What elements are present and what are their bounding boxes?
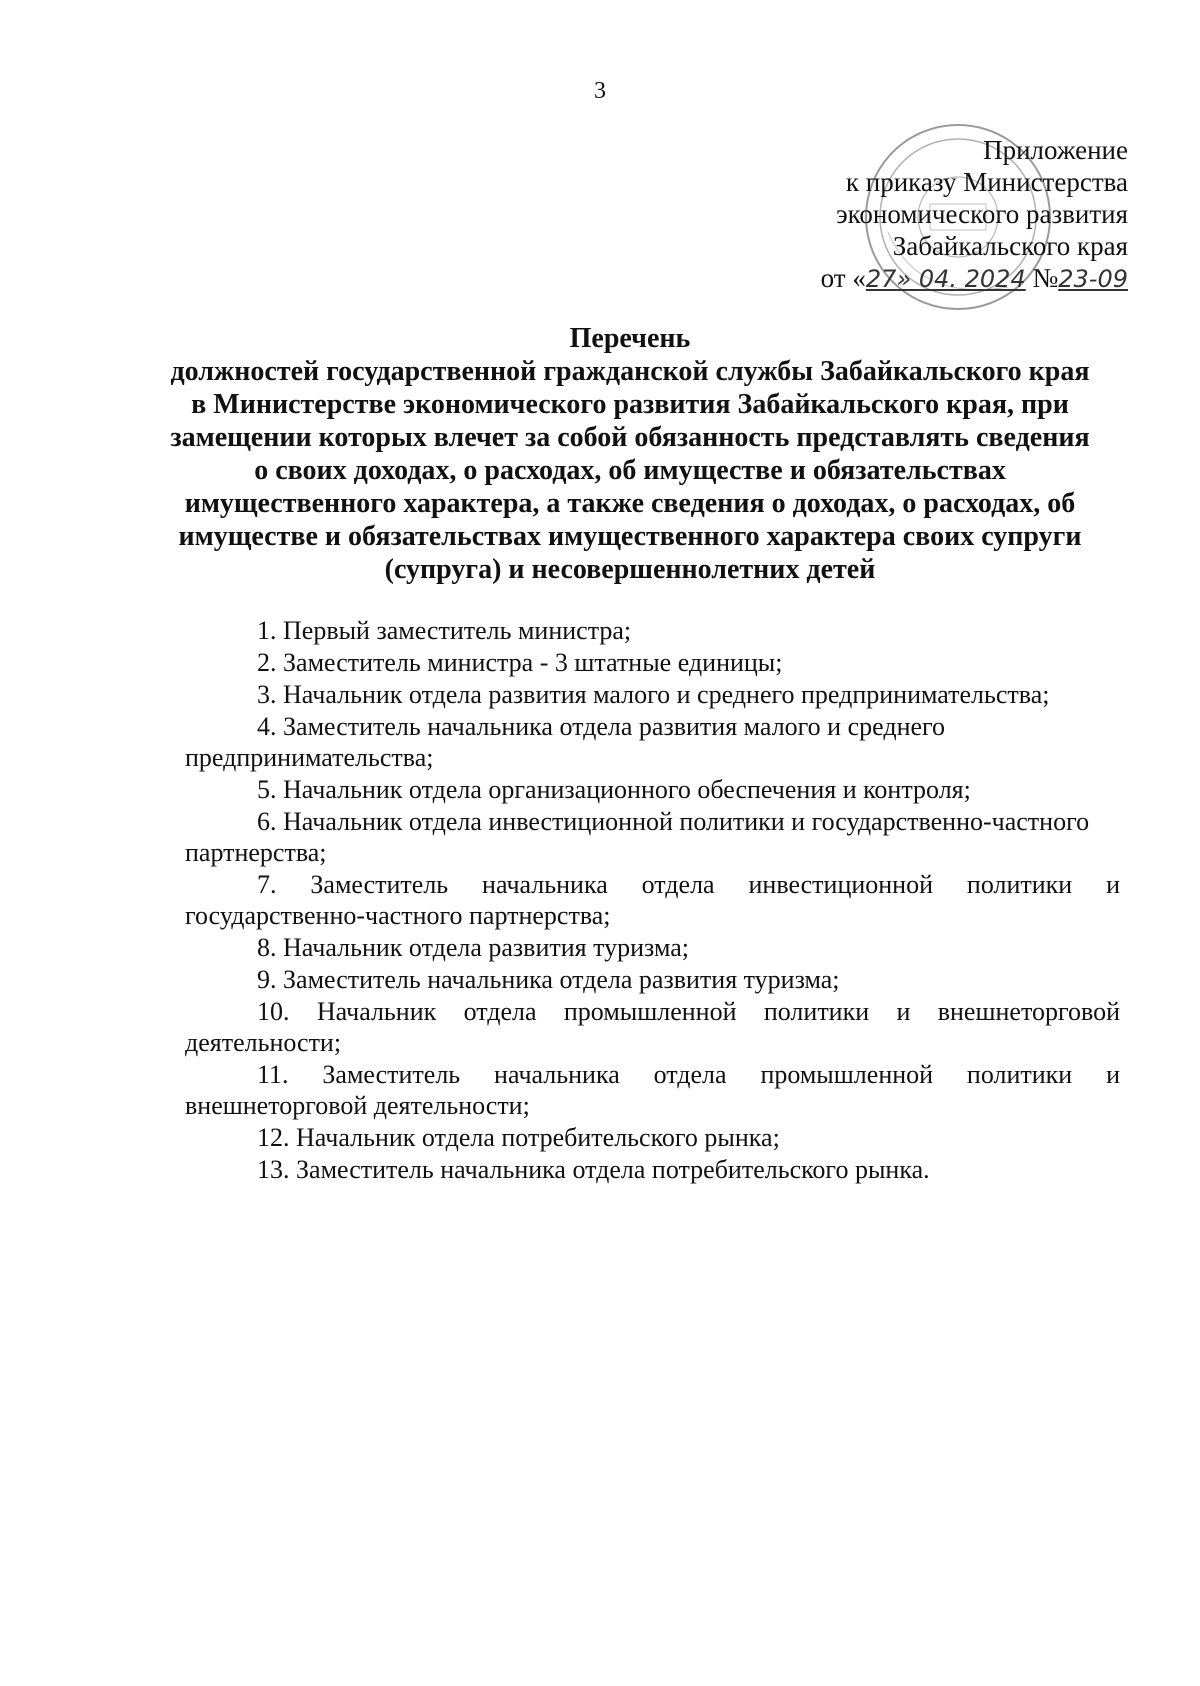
list-item: 4. Заместитель начальника отдела развития малого и среднего предпринимательства; [185,712,946,772]
list-item: 11. Заместитель начальника отдела промышленной политики и внешнеторговой деятельности; [185,1060,1120,1120]
title-heading: Перечень [569,323,691,354]
title-line-3: замещении которых влечет за собой обязанность представлять сведения [170,422,1090,453]
list-item: 3. Начальник отдела развития малого и среднего предпринимательства; [257,680,1050,709]
list-item: 5. Начальник отдела организационного обеспечения и контроля; [257,775,971,804]
list-item: 12. Начальник отдела потребительского рынка; [257,1123,780,1152]
title-line-5: имущественного характера, а также сведения о доходах, о расходах, об [184,488,1076,519]
list-item: 13. Заместитель начальника отдела потребительского рынка. [257,1155,930,1184]
date-prefix: от « [820,263,866,293]
appendix-header [688,134,1128,295]
title-line-4: о своих доходах, о расходах, об имуществе и обязательствах [254,455,1006,486]
number-sign: № [1032,263,1059,293]
appendix-ministry-line: экономического развития [836,199,1128,229]
positions-list [185,615,1120,1186]
list-item: 1. Первый заместитель министра; [257,616,632,645]
date-day: 27 [865,265,897,293]
title-line-2: в Министерстве экономического развития Забайкальского края, при [191,389,1069,420]
appendix-title: Приложение [983,135,1128,165]
title-line-1: должностей государственной гражданской службы Забайкальского края [170,356,1090,387]
list-item: 10. Начальник отдела промышленной политики и внешнеторговой деятельности; [185,997,1120,1057]
list-item: 7. Заместитель начальника отдела инвестиционной политики и государственно-частного партнерства; [185,870,1120,930]
appendix-date-line [688,262,1128,295]
appendix-region-line: Забайкальского края [892,231,1128,261]
date-month-year: » 04. 2024 [896,265,1026,293]
order-number: 23-09 [1058,265,1128,293]
title-line-7: (супруга) и несовершеннолетних детей [384,554,876,585]
list-item: 6. Начальник отдела инвестиционной политики и государственно-частного партнерства; [185,807,1090,867]
list-item: 8. Начальник отдела развития туризма; [257,933,689,962]
list-item: 2. Заместитель министра - 3 штатные единицы; [257,648,783,677]
document-title [150,322,1110,586]
title-line-6: имуществе и обязательствах имущественного характера своих супруги [178,521,1082,552]
appendix-order-line: к приказу Министерства [845,167,1128,197]
page-number: 3 [594,78,606,104]
list-item: 9. Заместитель начальника отдела развития туризма; [257,965,840,994]
